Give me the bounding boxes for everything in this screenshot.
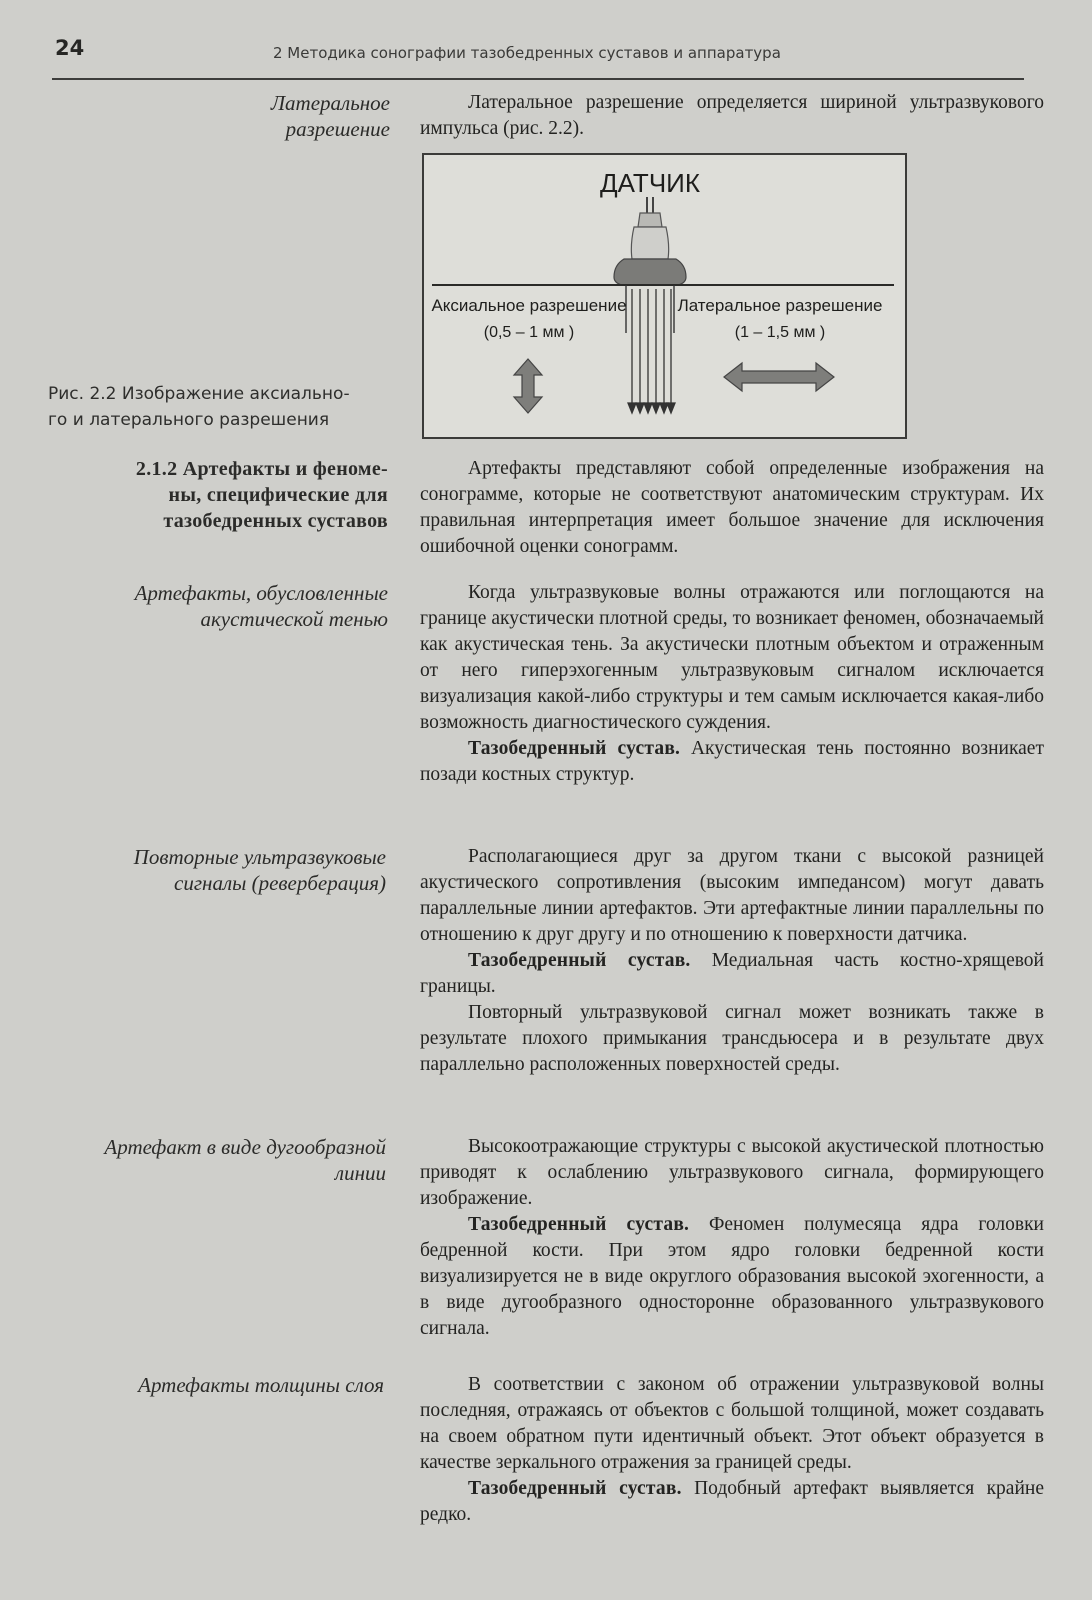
section-heading: 2.1.2 Артефакты и феноме- ны, специфические для тазобедренных суставов (135, 458, 388, 532)
ultrasound-beam (628, 289, 675, 413)
running-title: 2 Методика сонографии тазобедренных суставов и аппаратура (273, 44, 781, 62)
page-number: 24 (55, 36, 85, 60)
sidenote-reverberation: Повторные ультразвуковые сигналы (реверберация) (133, 845, 386, 895)
hip-joint-label: Тазобедренный сустав. (468, 1478, 682, 1499)
axial-label: Аксиальное разрешение (431, 296, 627, 315)
layer-thickness-section: В соответствии с законом об отражении ультразвуковой волны последняя, отражаясь от объектов с большой толщиной, может создавать на своем обратном пути идентичный объект. Этот объект образуется в качестве зеркального отражения за границей среды. Тазобедренный сустав. Подобный артефакт выявляется крайне редко. (420, 1374, 1044, 1525)
lateral-arrow-icon (724, 363, 834, 391)
transducer-figure (422, 153, 907, 439)
reverberation-section: Располагающиеся друг за другом ткани с высокой разницей акустического сопротивления (высоким импедансом) могут давать параллельные линии артефактов. Эти артефактные линии параллельны по отношению к друг другу и по отношению к поверхности датчика. Тазобедренный сустав. Медиальная часть костно-хрящевой границы. Повторный ультразвуковой сигнал может возникать также в результате плохого примыкания трансдьюсера и в результате двух параллельно расположенных поверхностей среды. (420, 846, 1044, 1075)
hip-joint-label: Тазобедренный сустав. (468, 738, 681, 759)
sidenote-lateral: Латеральное разрешение (270, 91, 390, 141)
axial-arrow-icon (514, 359, 542, 413)
lateral-value: (1 – 1,5 мм ) (734, 324, 826, 341)
figure-caption: Рис. 2.2 Изображение аксиально- го и латерального разрешения (48, 384, 350, 430)
lateral-paragraph: Латеральное разрешение определяется шириной ультразвукового импульса (рис. 2.2). (420, 92, 1044, 139)
hip-joint-label: Тазобедренный сустав. (468, 950, 691, 971)
transducer-head (614, 259, 686, 285)
sidenote-layer-thickness: Артефакты толщины слоя (138, 1373, 384, 1397)
artifacts-paragraph: Артефакты представляют собой определенные изображения на сонограмме, которые не соответствуют анатомическим структурам. Их правильная интерпретация имеет большое значение для исключения ошибочной оценки сонограмм. (420, 458, 1044, 557)
axial-value: (0,5 – 1 мм ) (483, 324, 575, 341)
sidenote-acoustic-shadow: Артефакты, обусловленные акустической тенью (134, 581, 388, 631)
hip-joint-label: Тазобедренный сустав. (468, 1214, 690, 1235)
sidenote-arc-line: Артефакт в виде дугообразной линии (104, 1135, 386, 1185)
acoustic-shadow-section: Когда ультразвуковые волны отражаются или поглощаются на границе акустически плотной среды, то возникает феномен, обозначаемый как акустическая тень. За акустически плотным объектом и отраженным от него гиперэхогенным ультразвуковым сигналом исключается визуализация какой-либо структуры и тем самым исключается какая-либо возможность диагностического суждения. Тазобедренный сустав. Акустическая тень постоянно возникает позади костных структур. (420, 582, 1044, 785)
lateral-label: Латеральное разрешение (677, 296, 883, 315)
figure-title: ДАТЧИК (600, 168, 700, 198)
header-rule (52, 78, 1024, 80)
page-header (50, 36, 1030, 76)
arc-line-section: Высокоотражающие структуры с высокой акустической плотностью приводят к ослаблению ультразвукового сигнала, формирующего изображение. Тазобедренный сустав. Феномен полумесяца ядра головки бедренной кости. При этом ядро головки бедренной кости визуализируется не в виде округлого образования высокой эхогенности, а в виде дугообразного односторонне образованного ультразвукового сигнала. (420, 1136, 1044, 1339)
transducer-body (631, 227, 668, 259)
transducer-neck (638, 213, 662, 227)
